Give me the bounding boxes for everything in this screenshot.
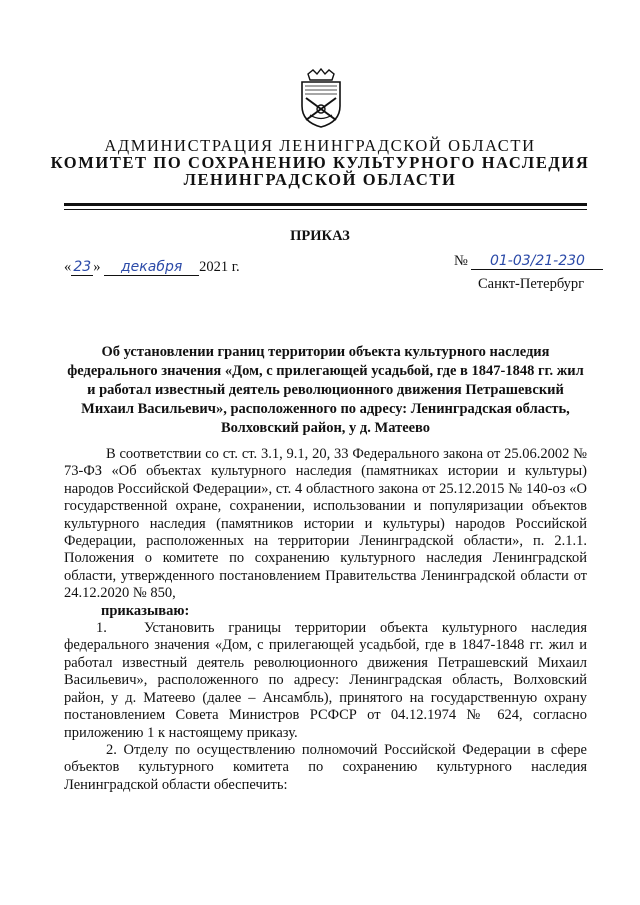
header-rule-thin [64,209,587,210]
date-day: 23 [71,259,93,276]
place-of-issue: Санкт-Петербург [478,276,585,292]
order-title: Об установлении границ территории объекта культурного наследия федерального значения «Дом, с прилегающей усадьбой, где в 1847-1848 гг. жил и работал известный деятель революционного движения Петрашевский Михаил Васильевич», расположенного по адресу: Ленинградская область, Волховский район, у д. Матеево [67,344,584,436]
order-date [64,259,240,276]
header-administration: АДМИНИСТРАЦИЯ ЛЕНИНГРАДСКОЙ ОБЛАСТИ [104,136,536,155]
order-word: приказываю: [101,602,190,619]
header-rule-thick [64,203,587,206]
date-year: 2021 г. [199,259,240,275]
item-1-number: 1. [96,620,107,637]
order-item-1 [64,620,587,742]
preamble-paragraph: В соответствии со ст. ст. 3.1, 9.1, 20, 33 Федерального закона от 25.06.2002 № 73-ФЗ «Об объектах культурного наследия (памятниках истории и культуры) народов Российской Федерации», ст. 4 областного закона от 25.12.2015 № 140-оз «О государственной охране, сохранении, использовании и популяризации объектов культурного наследия (памятников истории и культуры) народов Российской Федерации, расположенных на территории Ленинградской области», п. 2.1.1. Положения о комитете по сохранению культурного наследия Ленинградской области, утвержденного постановлением Правительства Ленинградской области от 24.12.2020 № 850, [64,446,587,602]
order-item-2: 2. Отделу по осуществлению полномочий Российской Федерации в сфере объектов культурного комитета по сохранению культурного наследия Ленинградской области обеспечить: [64,741,587,793]
date-open-quote: « [64,259,72,275]
date-month: декабря [104,259,199,276]
order-body [64,446,587,794]
header-committee: КОМИТЕТ ПО СОХРАНЕНИЮ КУЛЬТУРНОГО НАСЛЕДИЯ [50,153,590,172]
document-type: ПРИКАЗ [290,228,350,244]
number-value: 01-03/21-230 [471,253,603,270]
number-sign: № [454,253,468,269]
header-region: ЛЕНИНГРАДСКОЙ ОБЛАСТИ [183,170,457,189]
order-number [454,253,603,270]
coat-of-arms-icon [298,68,344,128]
date-close-quote: » [93,259,101,275]
item-1-text: Установить границы территории объекта культурного наследия федерального значения «Дом, с прилегающей усадьбой, где в 1847-1848 гг. жил и работал известный деятель революционного движения Петрашевский Михаил Васильевич», расположенного по адресу: Ленинградская область, Волховский район, у д. Матеево (далее – Ансамбль), принятого на государственную охрану постановлением Совета Министров РСФСР от 04.12.1974 № 624, согласно приложению 1 к настоящему приказу. [64,620,587,741]
